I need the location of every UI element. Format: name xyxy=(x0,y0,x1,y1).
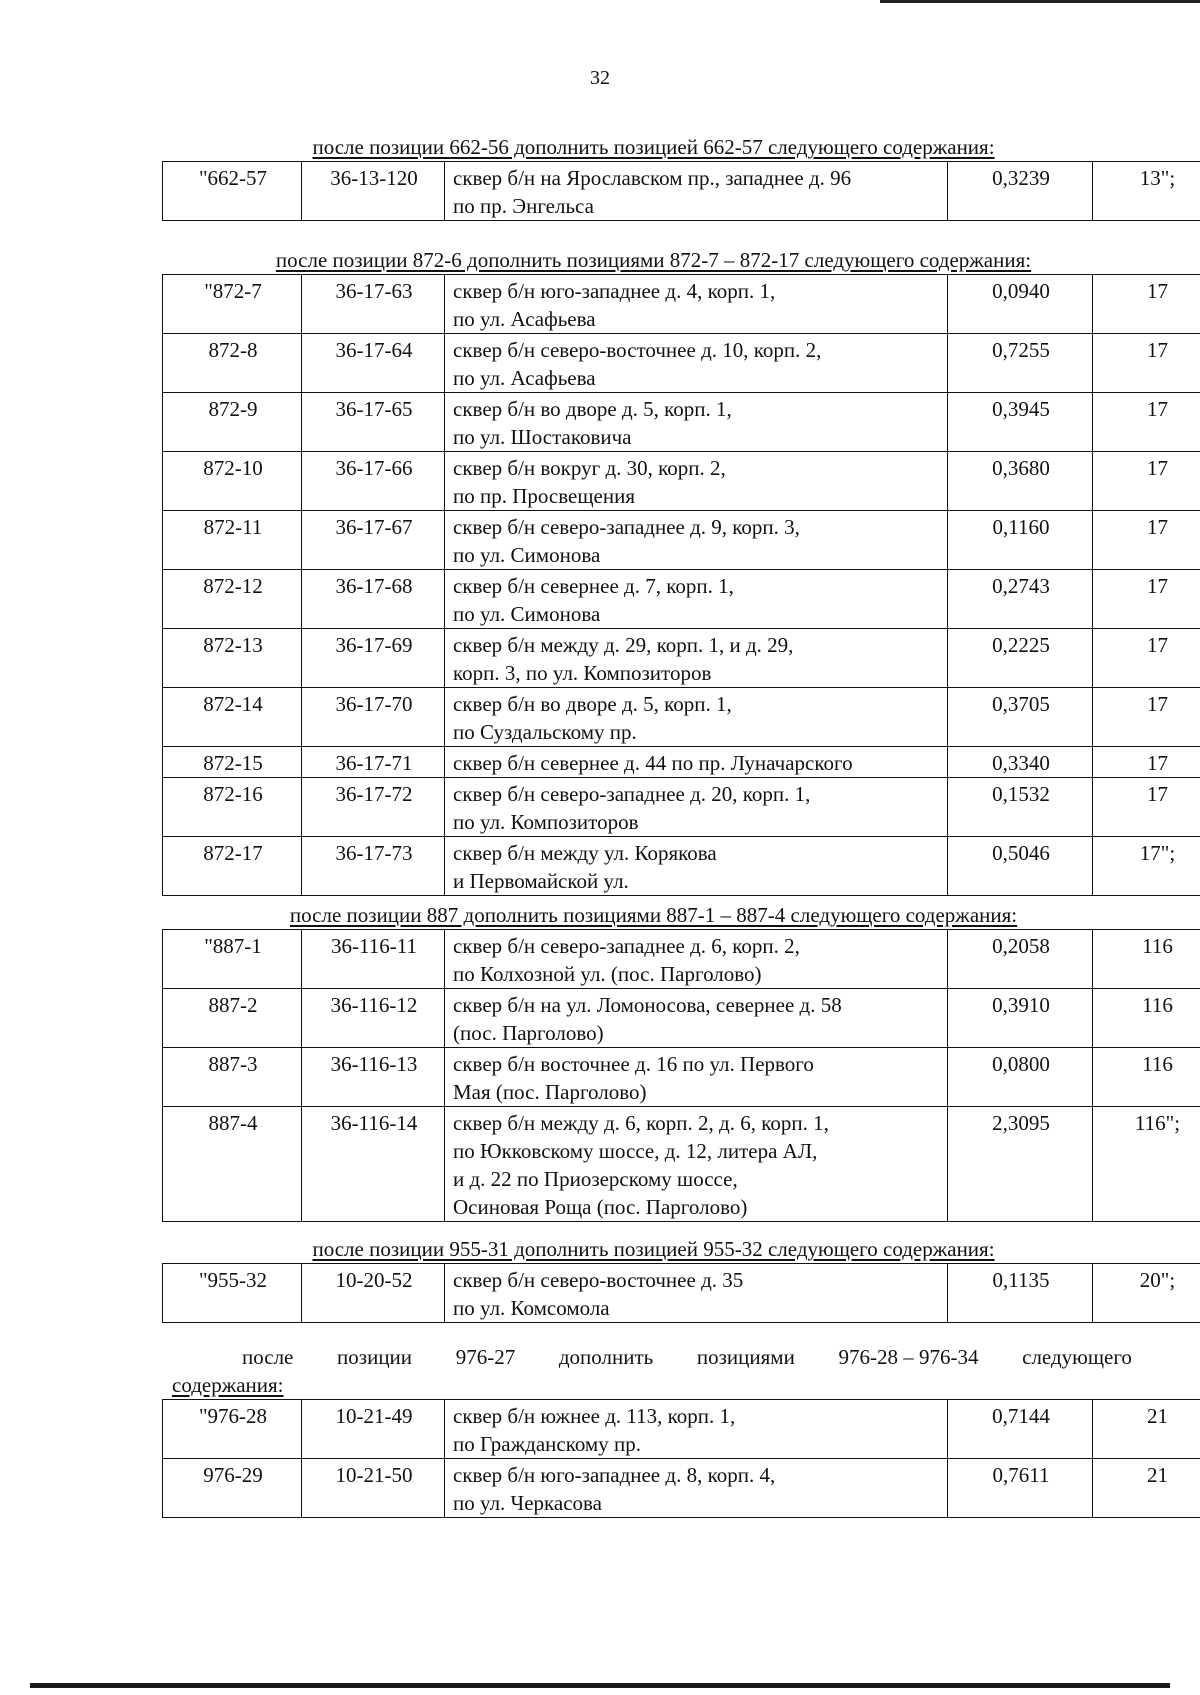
position-cell: 872-12 xyxy=(163,570,302,629)
description-cell xyxy=(445,570,948,629)
description-line: по ул. Композиторов xyxy=(453,810,639,834)
area-cell: 0,7255 xyxy=(948,334,1093,393)
table-row xyxy=(163,778,1200,837)
number-cell: 17 xyxy=(1093,393,1200,452)
position-cell: 887-2 xyxy=(163,989,302,1048)
description-line: сквер б/н северо-восточнее д. 10, корп. 2, xyxy=(453,338,822,362)
table-row xyxy=(163,1264,1200,1323)
area-cell: 0,1135 xyxy=(948,1264,1093,1323)
position-cell: 872-15 xyxy=(163,747,302,778)
description-line: по Колхозной ул. (пос. Парголово) xyxy=(453,962,762,986)
description-line: по ул. Симонова xyxy=(453,543,601,567)
table-row xyxy=(163,570,1200,629)
description-cell xyxy=(445,334,948,393)
section-887 xyxy=(162,901,1181,1222)
number-cell: 17 xyxy=(1093,629,1200,688)
number-cell: 17 xyxy=(1093,570,1200,629)
description-line: сквер б/н юго-западнее д. 4, корп. 1, xyxy=(453,279,776,303)
description-line: по ул. Черкасова xyxy=(453,1491,602,1515)
description-line: и Первомайской ул. xyxy=(453,869,629,893)
code-cell: 36-17-70 xyxy=(302,688,445,747)
description-line: сквер б/н севернее д. 7, корп. 1, xyxy=(453,574,734,598)
area-cell: 0,7611 xyxy=(948,1459,1093,1518)
description-cell xyxy=(445,275,948,334)
description-cell xyxy=(445,452,948,511)
number-cell: 17 xyxy=(1093,747,1200,778)
area-cell: 0,3945 xyxy=(948,393,1093,452)
table-row xyxy=(163,1459,1200,1518)
code-cell: 36-17-66 xyxy=(302,452,445,511)
area-cell: 0,5046 xyxy=(948,837,1093,896)
area-cell: 0,1160 xyxy=(948,511,1093,570)
position-cell: 872-17 xyxy=(163,837,302,896)
area-cell: 0,3680 xyxy=(948,452,1093,511)
number-cell: 13"; xyxy=(1093,162,1200,221)
area-cell: 0,3910 xyxy=(948,989,1093,1048)
position-cell: 872-13 xyxy=(163,629,302,688)
area-cell: 0,2058 xyxy=(948,930,1093,989)
table-row xyxy=(163,393,1200,452)
section-intro: после позиции 955-31 дополнить позицией 955-32 следующего содержания: xyxy=(312,1237,995,1261)
table-row xyxy=(163,452,1200,511)
description-line: по ул. Шостаковича xyxy=(453,425,632,449)
number-cell: 116 xyxy=(1093,930,1200,989)
description-cell xyxy=(445,930,948,989)
table-row xyxy=(163,511,1200,570)
position-cell: 872-10 xyxy=(163,452,302,511)
table-row xyxy=(163,989,1200,1048)
area-cell: 0,3239 xyxy=(948,162,1093,221)
table-row xyxy=(163,930,1200,989)
position-cell: "662-57 xyxy=(163,162,302,221)
data-table xyxy=(162,274,1200,896)
area-cell: 0,3705 xyxy=(948,688,1093,747)
description-line: по Юкковскому шоссе, д. 12, литера АЛ, xyxy=(453,1139,818,1163)
position-cell: "955-32 xyxy=(163,1264,302,1323)
table-row xyxy=(163,334,1200,393)
table-row xyxy=(163,688,1200,747)
position-cell: 872-16 xyxy=(163,778,302,837)
description-line: по ул. Комсомола xyxy=(453,1296,610,1320)
table-row xyxy=(163,629,1200,688)
intro-word: после xyxy=(242,1345,294,1369)
description-cell xyxy=(445,989,948,1048)
number-cell: 116 xyxy=(1093,1048,1200,1107)
description-line: сквер б/н юго-западнее д. 8, корп. 4, xyxy=(453,1463,776,1487)
description-line: по Суздальскому пр. xyxy=(453,720,637,744)
section-intro: после позиции 887 дополнить позициями 887-1 – 887-4 следующего содержания: xyxy=(289,903,1018,927)
number-cell: 20"; xyxy=(1093,1264,1200,1323)
intro-word: 976-28 – 976-34 xyxy=(838,1345,979,1369)
data-table xyxy=(162,1263,1200,1323)
description-line: по ул. Асафьева xyxy=(453,307,596,331)
position-cell: "976-28 xyxy=(163,1400,302,1459)
code-cell: 36-13-120 xyxy=(302,162,445,221)
number-cell: 17 xyxy=(1093,452,1200,511)
code-cell: 36-116-11 xyxy=(302,930,445,989)
code-cell: 36-17-67 xyxy=(302,511,445,570)
section-955 xyxy=(162,1235,1176,1323)
description-line: сквер б/н между д. 29, корп. 1, и д. 29, xyxy=(453,633,794,657)
section-intro: после позиции 662-56 дополнить позицией 662-57 следующего содержания: xyxy=(312,135,995,159)
intro-word: 976-27 xyxy=(455,1345,516,1369)
table-row xyxy=(163,837,1200,896)
page-number: 32 xyxy=(590,67,610,89)
description-cell xyxy=(445,837,948,896)
area-cell: 0,2743 xyxy=(948,570,1093,629)
description-line: по пр. Энгельса xyxy=(453,194,594,218)
table-row xyxy=(163,162,1200,221)
area-cell: 2,3095 xyxy=(948,1107,1093,1222)
description-cell xyxy=(445,747,948,778)
description-cell xyxy=(445,393,948,452)
area-cell: 0,0800 xyxy=(948,1048,1093,1107)
table-row xyxy=(163,1107,1200,1222)
intro-word: позициями xyxy=(696,1345,795,1369)
section-976 xyxy=(172,1343,1168,1518)
code-cell: 10-21-49 xyxy=(302,1400,445,1459)
section-intro-continuation: содержания: xyxy=(172,1373,284,1397)
description-line: сквер б/н между д. 6, корп. 2, д. 6, корп. 1, xyxy=(453,1111,829,1135)
description-line: и д. 22 по Приозерскому шоссе, xyxy=(453,1167,738,1191)
position-cell: 872-9 xyxy=(163,393,302,452)
code-cell: 36-17-69 xyxy=(302,629,445,688)
description-cell xyxy=(445,688,948,747)
table-row xyxy=(163,747,1200,778)
description-line: сквер б/н северо-западнее д. 6, корп. 2, xyxy=(453,934,800,958)
description-line: (пос. Парголово) xyxy=(453,1021,604,1045)
description-line: сквер б/н вокруг д. 30, корп. 2, xyxy=(453,456,726,480)
data-table xyxy=(162,1399,1200,1518)
number-cell: 17 xyxy=(1093,778,1200,837)
section-intro xyxy=(172,1343,1132,1371)
bottom-rule xyxy=(30,1683,1170,1688)
section-872 xyxy=(162,246,1176,896)
top-rule xyxy=(880,0,1200,3)
position-cell: 887-3 xyxy=(163,1048,302,1107)
position-cell: 887-4 xyxy=(163,1107,302,1222)
description-line: сквер б/н на Ярославском пр., западнее д. 96 xyxy=(453,166,852,190)
description-line: сквер б/н северо-западнее д. 20, корп. 1, xyxy=(453,782,811,806)
code-cell: 36-17-68 xyxy=(302,570,445,629)
code-cell: 10-20-52 xyxy=(302,1264,445,1323)
description-cell xyxy=(445,629,948,688)
code-cell: 36-116-13 xyxy=(302,1048,445,1107)
code-cell: 36-17-71 xyxy=(302,747,445,778)
area-cell: 0,3340 xyxy=(948,747,1093,778)
description-line: сквер б/н между ул. Корякова xyxy=(453,841,717,865)
description-line: Мая (пос. Парголово) xyxy=(453,1080,647,1104)
number-cell: 116"; xyxy=(1093,1107,1200,1222)
number-cell: 17 xyxy=(1093,688,1200,747)
description-cell xyxy=(445,1107,948,1222)
data-table xyxy=(162,929,1200,1222)
description-cell xyxy=(445,1048,948,1107)
description-line: по ул. Симонова xyxy=(453,602,601,626)
description-line: сквер б/н во дворе д. 5, корп. 1, xyxy=(453,692,732,716)
description-line: сквер б/н восточнее д. 16 по ул. Первого xyxy=(453,1052,814,1076)
number-cell: 17 xyxy=(1093,334,1200,393)
description-cell xyxy=(445,1264,948,1323)
description-line: сквер б/н южнее д. 113, корп. 1, xyxy=(453,1404,736,1428)
description-line: сквер б/н северо-восточнее д. 35 xyxy=(453,1268,744,1292)
area-cell: 0,2225 xyxy=(948,629,1093,688)
number-cell: 17 xyxy=(1093,511,1200,570)
area-cell: 0,1532 xyxy=(948,778,1093,837)
code-cell: 36-116-14 xyxy=(302,1107,445,1222)
description-line: по ул. Асафьева xyxy=(453,366,596,390)
description-cell xyxy=(445,1459,948,1518)
description-line: сквер б/н северо-западнее д. 9, корп. 3, xyxy=(453,515,800,539)
position-cell: "887-1 xyxy=(163,930,302,989)
intro-word: следующего xyxy=(1022,1345,1132,1369)
description-line: сквер б/н на ул. Ломоносова, севернее д. 58 xyxy=(453,993,842,1017)
section-662 xyxy=(162,133,1176,221)
code-cell: 36-17-73 xyxy=(302,837,445,896)
code-cell: 36-17-72 xyxy=(302,778,445,837)
number-cell: 17"; xyxy=(1093,837,1200,896)
number-cell: 17 xyxy=(1093,275,1200,334)
code-cell: 36-17-63 xyxy=(302,275,445,334)
description-line: корп. 3, по ул. Композиторов xyxy=(453,661,712,685)
description-line: по Гражданскому пр. xyxy=(453,1432,641,1456)
code-cell: 36-17-64 xyxy=(302,334,445,393)
description-line: по пр. Просвещения xyxy=(453,484,635,508)
code-cell: 36-116-12 xyxy=(302,989,445,1048)
position-cell: 976-29 xyxy=(163,1459,302,1518)
number-cell: 116 xyxy=(1093,989,1200,1048)
table-row xyxy=(163,275,1200,334)
area-cell: 0,7144 xyxy=(948,1400,1093,1459)
table-row xyxy=(163,1400,1200,1459)
description-cell xyxy=(445,1400,948,1459)
number-cell: 21 xyxy=(1093,1400,1200,1459)
data-table xyxy=(162,161,1200,221)
position-cell: 872-8 xyxy=(163,334,302,393)
description-cell xyxy=(445,162,948,221)
position-cell: 872-14 xyxy=(163,688,302,747)
description-line: сквер б/н во дворе д. 5, корп. 1, xyxy=(453,397,732,421)
intro-word: дополнить xyxy=(558,1345,654,1369)
area-cell: 0,0940 xyxy=(948,275,1093,334)
section-intro: после позиции 872-6 дополнить позициями 872-7 – 872-17 следующего содержания: xyxy=(275,248,1032,272)
position-cell: "872-7 xyxy=(163,275,302,334)
description-cell xyxy=(445,511,948,570)
intro-word: позиции xyxy=(337,1345,413,1369)
description-line: Осиновая Роща (пос. Парголово) xyxy=(453,1195,748,1219)
table-row xyxy=(163,1048,1200,1107)
position-cell: 872-11 xyxy=(163,511,302,570)
code-cell: 10-21-50 xyxy=(302,1459,445,1518)
description-line: сквер б/н севернее д. 44 по пр. Луначарского xyxy=(453,751,853,775)
description-cell xyxy=(445,778,948,837)
code-cell: 36-17-65 xyxy=(302,393,445,452)
number-cell: 21 xyxy=(1093,1459,1200,1518)
